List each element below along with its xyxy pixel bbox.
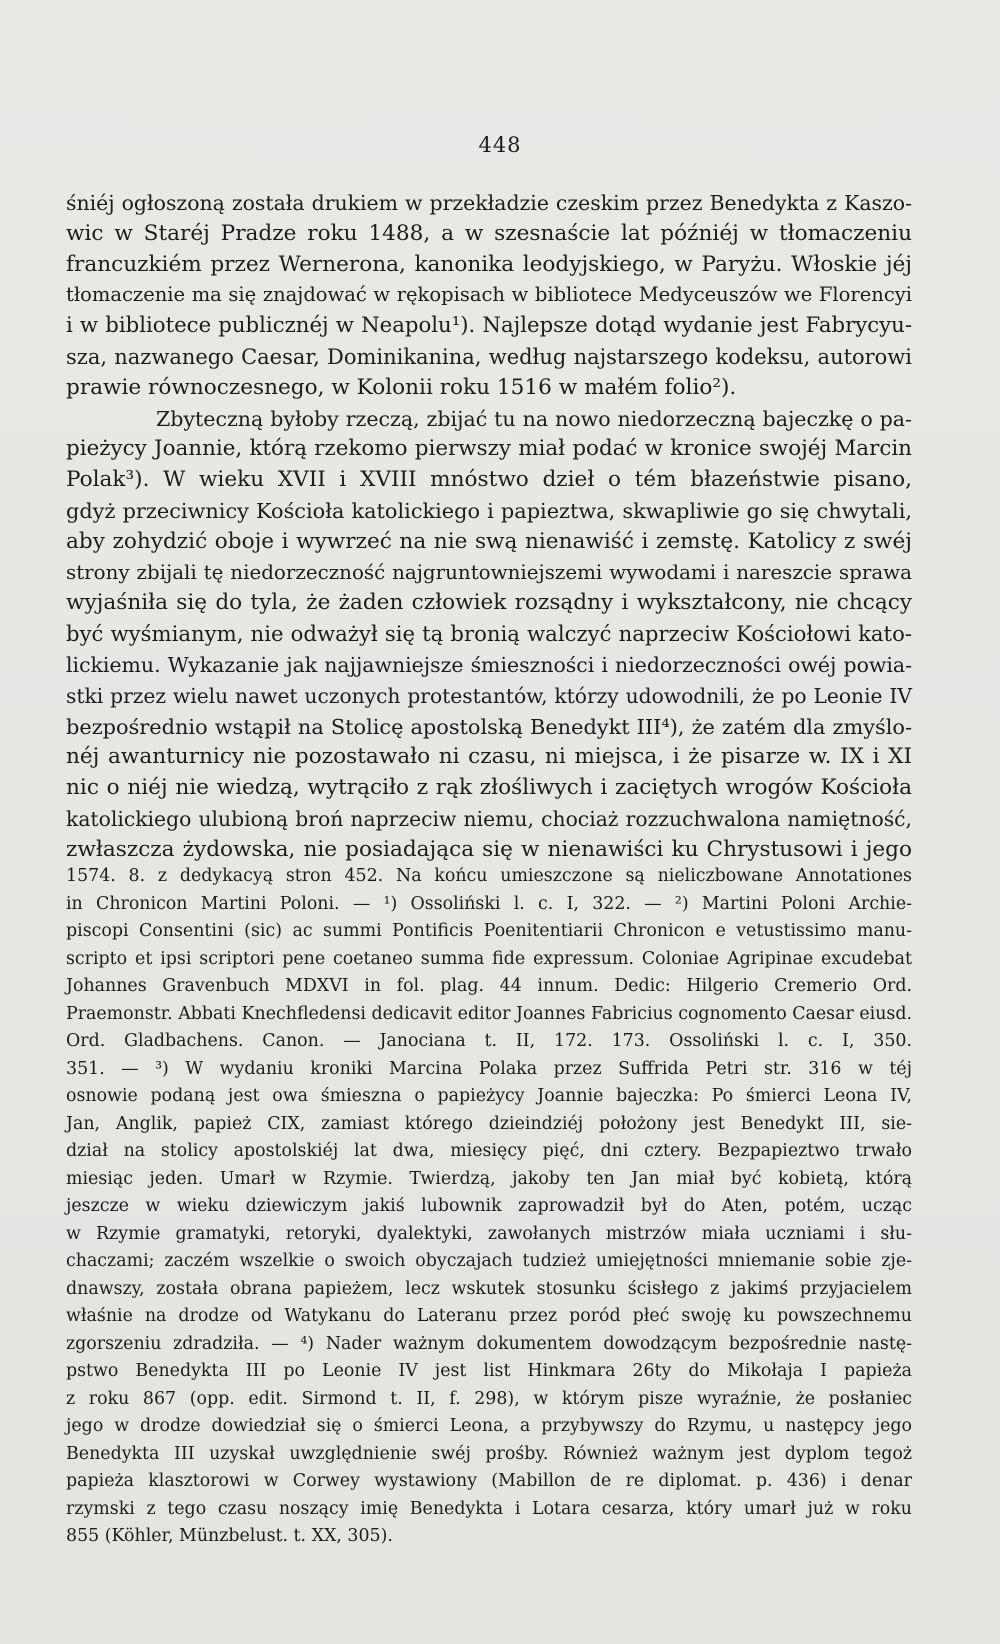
footnote-line: osnowie podaną jest owa śmieszna o papieżycy Joannie bajeczka: Po śmierci Leona IV, (66, 1086, 912, 1106)
text-line: wyjaśniła się do tyla, że żaden człowiek rozsądny i wykształcony, nie chcący (66, 590, 912, 616)
footnote-line: pstwo Benedykta III po Leonie IV jest list Hinkmara 26ty do Mikołaja I papieża (66, 1361, 912, 1381)
footnote-line: właśnie na drodze od Watykanu do Lateranu przez poród płeć swoję ku powszechnemu (66, 1306, 912, 1326)
text-line: lickiemu. Wykazanie jak najjawniejsze śmieszności i niedorzeczności owéj powia- (66, 652, 912, 677)
text-line: pieżycy Joannie, którą rzekomo pierwszy miał podać w kronice swojéj Marcin (66, 436, 912, 462)
text-line: stki przez wielu nawet uczonych protestantów, którzy udowodnili, że po Leonie IV (66, 683, 912, 708)
footnote-line: chaczami; zaczém wszelkie o swoich obyczajach tudzież umiejętności mniemanie sobie zje- (66, 1251, 912, 1271)
text-line: nic o niéj nie wiedzą, wytrąciło z rąk złośliwych i zaciętych wrogów Kościoła (66, 775, 912, 801)
footnote-line: papieża klasztorowi w Corwey wystawiony (Mabillon de re diplomat. p. 436) i denar (66, 1471, 912, 1491)
text-line: wic w Staréj Pradze roku 1488, a w szesnaście lat późniéj w tłomaczeniu (66, 220, 912, 246)
text-line: prawie równoczesnego, w Kolonii roku 1516 w małém folio²). (66, 374, 737, 400)
footnote-line: miesiąc jeden. Umarł w Rzymie. Twierdzą, jakoby ten Jan miał być kobietą, którą (66, 1168, 912, 1189)
footnote-line: dnawszy, została obrana papieżem, lecz wskutek stosunku ścisłego z jakimś przyjacielem (66, 1278, 912, 1299)
text-line: śniéj ogłoszoną została drukiem w przekładzie czeskim przez Benedykta z Kaszo- (66, 191, 912, 215)
text-line: Zbyteczną byłoby rzeczą, zbijać tu na nowo niedorzeczną bajeczkę o pa- (156, 406, 912, 431)
text-line: być wyśmianym, nie odważył się tą bronią walczyć naprzeciw Kościołowi kato- (66, 621, 912, 647)
footnote-line: dział na stolicy apostolskiéj lat dwa, miesięcy pięć, dni cztery. Bezpapieztwo trwało (66, 1141, 912, 1161)
footnote-line: Ord. Gladbachens. Canon. — Janociana t. II, 172. 173. Ossoliński l. c. I, 350. (66, 1031, 912, 1051)
text-line: katolickiego ulubioną broń naprzeciw niemu, chociaż rozzuchwalona namiętność, (66, 806, 912, 831)
footnotes (66, 863, 912, 1551)
text-line: tłomaczenie ma się znajdować w rękopisach w bibliotece Medyceuszów we Florencyi (66, 283, 912, 307)
text-line: strony zbijali tę niedorzeczność najgruntowniejszemi wywodami i nareszcie sprawa (66, 560, 912, 584)
footnote-line: in Chronicon Martini Poloni. — ¹) Ossoliński l. c. I, 322. — ²) Martini Poloni Archie- (66, 893, 912, 914)
footnote-line: jego w drodze dowiedział się o śmierci Leona, a przybywszy do Rzymu, u następcy jego (66, 1416, 912, 1436)
footnote-line: rzymski z tego czasu noszący imię Benedykta i Lotara cesarza, który umarł już w roku (66, 1498, 912, 1519)
main-text (66, 188, 912, 866)
text-line: gdyż przeciwnicy Kościoła katolickiego i papieztwa, skwapliwie go się chwytali, (66, 498, 912, 523)
text-line: zwłaszcza żydowska, nie posiadająca się w nienawiści ku Chrystusowi i jego (66, 836, 912, 862)
footnote-line: Benedykta III uzyskał uwzględnienie swéj prośby. Również ważnym jest dyplom tegoż (66, 1443, 912, 1464)
text-line: bezpośrednio wstąpił na Stolicę apostolską Benedykt III⁴), że zatém dla zmyślo- (66, 714, 912, 739)
footnote-line: Praemonstr. Abbati Knechfledensi dedicavit editor Joannes Fabricius cognomento Caesar eiusd. (66, 1003, 912, 1024)
footnote-line: jeszcze w wieku dziewiczym jakiś lubownik zaprowadził był do Aten, potém, ucząc (66, 1196, 912, 1216)
footnote-line: zgorszeniu zdradziła. — ⁴) Nader ważnym dokumentem dowodzącym bezpośrednie nastę- (66, 1333, 912, 1354)
text-line: Polak³). W wieku XVII i XVIII mnóstwo dzieł o tém błazeństwie pisano, (66, 467, 912, 493)
footnote-line: 855 (Köhler, Münzbelust. t. XX, 305). (66, 1526, 393, 1546)
footnote-line: 351. — ³) W wydaniu kroniki Marcina Polaka przez Suffrida Petri str. 316 w téj (66, 1058, 912, 1079)
footnote-line: z roku 867 (opp. edit. Sirmond t. II, f. 298), w którym pisze wyraźnie, że posłaniec (66, 1388, 912, 1409)
footnote-line: scripto et ipsi scriptori pene coetaneo summa fide expressum. Coloniae Agripinae excudebat (66, 948, 912, 969)
text-line: aby zohydzić oboje i wywrzeć na nie swą nienawiść i zemstę. Katolicy z swéj (66, 528, 912, 554)
footnote-line: w Rzymie gramatyki, retoryki, dyalektyki, zawołanych mistrzów miała uczniami i słu- (66, 1223, 912, 1244)
text-line: i w bibliotece publicznéj w Neapolu¹). Najlepsze dotąd wydanie jest Fabrycyu- (66, 313, 912, 339)
text-line: néj awanturnicy nie pozostawało ni czasu, ni miejsca, i że pisarze w. IX i XI (66, 744, 912, 770)
footnote-line: Jan, Anglik, papież CIX, zamiast którego dzieindziéj położony jest Benedykt III, sie- (66, 1113, 912, 1134)
footnote-line: 1574. 8. z dedykacyą stron 452. Na końcu umieszczone są nieliczbowane Annotationes (66, 866, 912, 886)
footnote-line: Johannes Gravenbuch MDXVI in fol. plag. 44 innum. Dedic: Hilgerio Cremerio Ord. (66, 976, 912, 996)
text-line: francuzkiém przez Wernerona, kanonika leodyjskiego, w Paryżu. Włoskie jéj (66, 251, 912, 277)
text-line: sza, nazwanego Caesar, Dominikanina, według najstarszego kodeksu, autorowi (66, 344, 912, 369)
footnote-line: piscopi Consentini (sic) ac summi Pontificis Poenitentiarii Chronicon e vetustissimo manu- (66, 921, 912, 941)
page-number: 448 (478, 133, 522, 157)
